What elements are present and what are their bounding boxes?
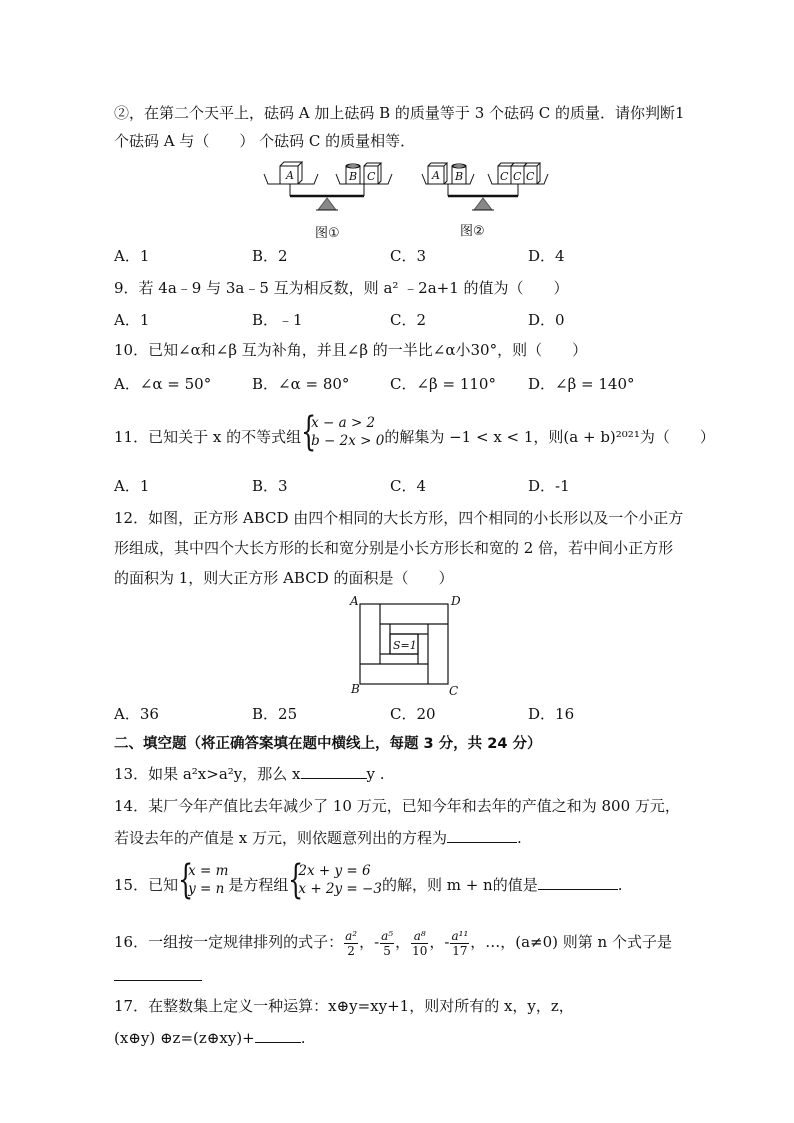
q13-prefix: 13．如果 a²x>a²y，那么 x <box>114 765 301 783</box>
square-abcd-figure <box>346 592 466 698</box>
q16-fraction-1 <box>344 929 358 958</box>
q11-option-b[interactable]: B．3 <box>252 477 288 495</box>
q15-sys1-row2: y = n <box>188 881 225 897</box>
q16-answer-blank[interactable] <box>114 966 202 981</box>
q8-option-c[interactable]: C．3 <box>390 247 427 265</box>
q16-num-1: a² <box>345 928 358 943</box>
q16-text <box>114 922 672 962</box>
weight-c-label-2c: C <box>526 170 535 183</box>
fulcrum-1 <box>318 198 336 210</box>
q16-den-2: 5 <box>383 943 391 958</box>
q15-sys1-row1: x = m <box>188 863 229 879</box>
weight-a-label-1: A <box>286 169 294 182</box>
corner-d-label: D <box>451 594 461 608</box>
q11-inequality-system: { x − a > 2 b − 2x > 0 <box>301 409 385 455</box>
q12-option-a[interactable]: A．36 <box>114 705 159 723</box>
q17-line2-prefix: (x⊕y) ⊕z=(z⊕xy)+ <box>114 1029 255 1047</box>
q15-equation-system: { 2x + y = 6 x + 2y = −3 <box>288 857 382 903</box>
q15-sys2-row1: 2x + y = 6 <box>298 863 371 879</box>
q11-option-c[interactable]: C．4 <box>390 477 427 495</box>
q13-answer-blank[interactable] <box>301 764 367 779</box>
q12-text-line1: 12．如图，正方形 ABCD 由四个相同的大长方形，四个相同的小长形以及一个小正方 <box>114 509 684 527</box>
q13-text <box>114 764 385 784</box>
q12-text-line2: 形组成，其中四个大长方形的长和宽分别是小长方形长和宽的 2 倍，若中间小正方形 <box>114 539 674 557</box>
q12-option-d[interactable]: D．16 <box>528 705 575 723</box>
q8-text-line1: ②，在第二个天平上，砝码 A 加上砝码 B 的质量等于 3 个砝码 C 的质量．请你判断1 <box>114 104 685 122</box>
weight-a-label-2: A <box>432 169 440 182</box>
q11-row2: b − 2x > 0 <box>311 433 385 449</box>
q16-fraction-3 <box>411 929 428 958</box>
q15-solution-system: { x = m y = n <box>178 857 229 903</box>
q16-num-3: a⁸ <box>411 929 428 944</box>
q11-row1: x − a > 2 <box>311 415 376 431</box>
q9-option-a[interactable]: A．1 <box>114 311 150 329</box>
balance-figures <box>260 158 560 218</box>
q12-option-b[interactable]: B．25 <box>252 705 298 723</box>
q10-option-b[interactable]: B．∠α = 80° <box>252 375 350 393</box>
q8-option-b[interactable]: B．2 <box>252 247 288 265</box>
q11-text <box>114 409 715 462</box>
q12-option-c[interactable]: C．20 <box>390 705 436 723</box>
weight-c-label-2b: C <box>513 170 522 183</box>
q9-text: 9．若 4a﹣9 与 3a﹣5 互为相反数，则 a² ﹣2a+1 的值为（ ） <box>114 279 569 297</box>
q17-text-line1: 17．在整数集上定义一种运算：x⊕y=xy+1，则对所有的 x，y，z， <box>114 997 574 1015</box>
q15-answer-blank[interactable] <box>538 875 618 890</box>
q14-answer-blank[interactable] <box>447 828 517 843</box>
q16-sign-2: ，- <box>359 933 380 951</box>
q16-den-4: 17 <box>452 943 468 958</box>
q16-num-2: a⁵ <box>381 928 394 943</box>
q11-prefix: 11．已知关于 x 的不等式组 <box>114 428 302 446</box>
q16-den-1: 2 <box>347 943 355 958</box>
q16-sign-4: ，- <box>429 933 450 951</box>
balance-1-letters <box>285 169 376 183</box>
q16-den-3: 10 <box>412 943 428 958</box>
q17-answer-blank[interactable] <box>255 1028 301 1043</box>
q15-suffix: 的解，则 m + n的值是 <box>381 876 538 894</box>
q9-option-b[interactable]: B．﹣1 <box>252 311 303 329</box>
q16-sign-3: ， <box>395 933 411 951</box>
q8-text-line2: 个砝码 A 与（ ） 个砝码 C 的质量相等． <box>114 132 416 150</box>
q15-end: . <box>617 876 623 894</box>
q10-option-c[interactable]: C．∠β = 110° <box>390 375 496 393</box>
q10-text: 10．已知∠α和∠β 互为补角，并且∠β 的一半比∠α小30°，则（ ） <box>114 341 588 359</box>
q8-option-a[interactable]: A．1 <box>114 247 150 265</box>
q11-option-d[interactable]: D．-1 <box>528 477 570 495</box>
q14-text-line1: 14．某厂今年产值比去年减少了 10 万元，已知今年和去年的产值之和为 800 万元， <box>114 797 680 815</box>
q10-option-a[interactable]: A．∠α = 50° <box>114 375 212 393</box>
square-area-label: S=1 <box>393 639 417 652</box>
q16-suffix: ，…，(a≠0) 则第 n 个式子是 <box>470 933 672 951</box>
q15-middle: 是方程组 <box>228 876 289 894</box>
q17-text-line2 <box>114 1028 305 1048</box>
q11-option-a[interactable]: A．1 <box>114 477 150 495</box>
q14-line2-end: . <box>517 829 522 847</box>
q16-fraction-4 <box>450 929 469 958</box>
q16-fraction-2 <box>380 929 394 958</box>
q9-option-c[interactable]: C．2 <box>390 311 427 329</box>
weight-b-label-2: B <box>455 170 464 183</box>
weight-c-label-2a: C <box>500 170 509 183</box>
q9-option-d[interactable]: D．0 <box>528 311 565 329</box>
q11-suffix: 的解集为 −1 < x < 1，则(a + b)²⁰²¹为（ ） <box>384 428 715 446</box>
figure-2-label: 图② <box>460 224 485 239</box>
weight-b-label-1: B <box>349 170 358 183</box>
q8-option-d[interactable]: D．4 <box>528 247 565 265</box>
q15-text <box>114 857 623 910</box>
q12-text-line3: 的面积为 1，则大正方形 ABCD 的面积是（ ） <box>114 569 454 587</box>
q15-prefix: 15．已知 <box>114 876 179 894</box>
q14-line2-text: 若设去年的产值是 x 万元，则依题意列出的方程为 <box>114 829 447 847</box>
q15-sys2-row2: x + 2y = −3 <box>298 881 382 897</box>
q17-line2-end: . <box>300 1029 306 1047</box>
fulcrum-2 <box>474 198 492 210</box>
q10-option-d[interactable]: D．∠β = 140° <box>528 375 635 393</box>
section-2-title: 二、填空题（将正确答案填在题中横线上，每题 3 分，共 24 分） <box>114 736 542 752</box>
q14-text-line2 <box>114 828 522 848</box>
corner-b-label: B <box>351 682 360 696</box>
q16-num-4: a¹¹ <box>451 928 469 943</box>
q16-prefix: 16．一组按一定规律排列的式子： <box>114 933 344 951</box>
q13-suffix: y . <box>366 765 385 783</box>
corner-a-label: A <box>350 594 359 608</box>
corner-c-label: C <box>449 684 459 698</box>
weight-c-label-1: C <box>367 170 376 183</box>
figure-1-label: 图① <box>315 226 340 241</box>
